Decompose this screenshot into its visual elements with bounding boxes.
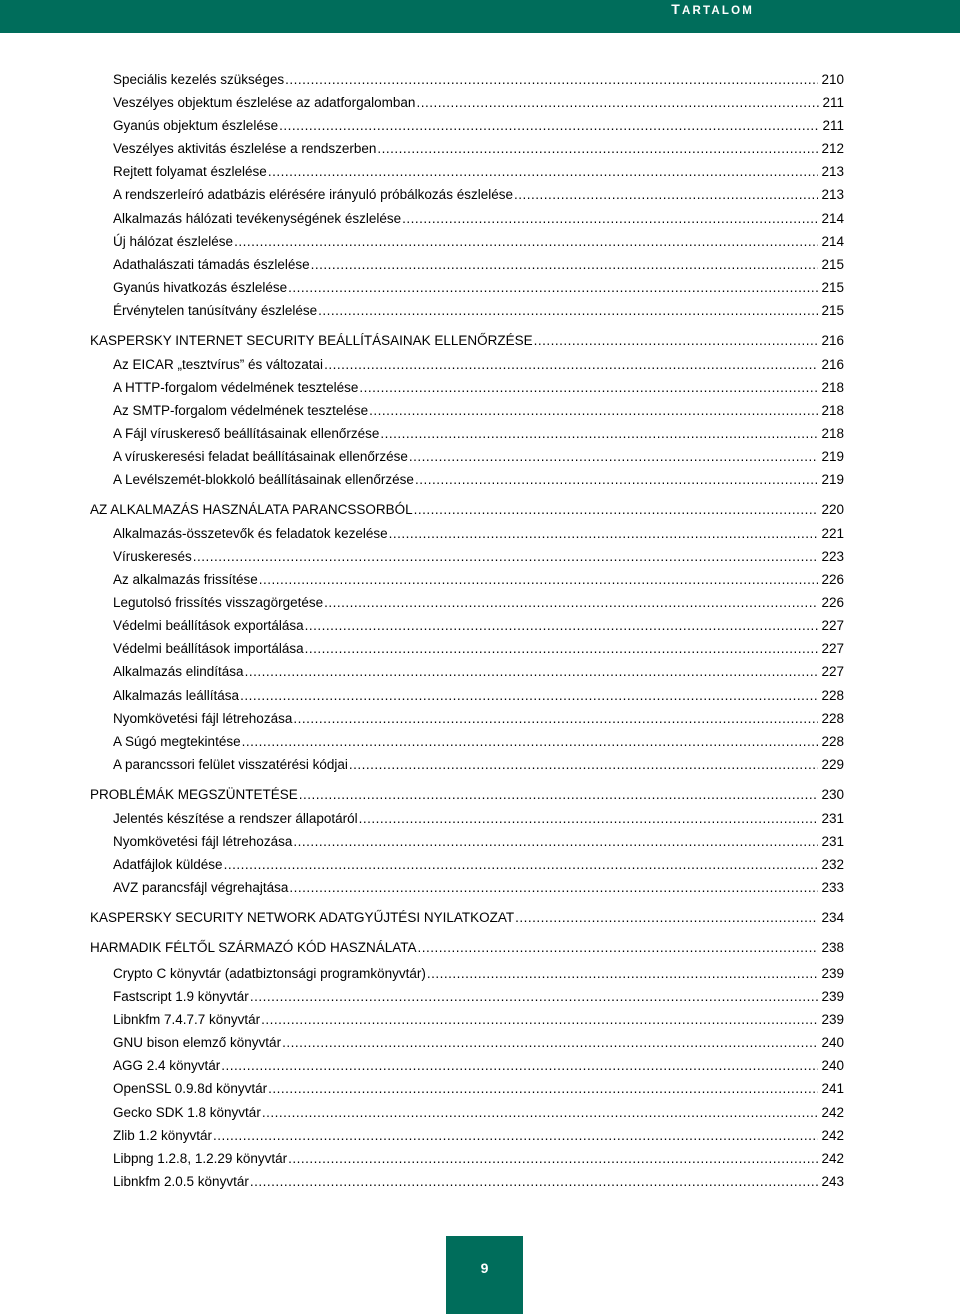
toc-entry-page: 220 <box>821 502 844 517</box>
toc-entry-page: 215 <box>821 303 844 318</box>
toc-section-entry[interactable] <box>113 1147 844 1167</box>
toc-entry-page: 227 <box>821 641 844 656</box>
toc-entry-page: 239 <box>821 989 844 1004</box>
toc-dot-leader <box>514 187 818 203</box>
header-title-rest: ARTALOM <box>681 5 754 17</box>
toc-entry-title: Gyanús hivatkozás észlelése <box>113 280 288 295</box>
toc-entry-page: 227 <box>821 664 844 679</box>
toc-section-entry[interactable] <box>113 545 844 565</box>
toc-entry-page: 243 <box>821 1174 844 1189</box>
toc-dot-leader <box>369 403 818 419</box>
toc-entry-page: 213 <box>821 187 844 202</box>
toc-entry-title: Az SMTP-forgalom védelmének tesztelése <box>113 403 369 418</box>
toc-entry-page: 218 <box>821 426 844 441</box>
toc-entry-page: 214 <box>821 234 844 249</box>
page-number: 9 <box>480 1260 489 1276</box>
header-bar <box>0 0 960 33</box>
toc-entry-title: GNU bison elemző könyvtár <box>113 1035 282 1050</box>
toc-section-entry[interactable] <box>113 830 844 850</box>
toc-entry-title: Legutolsó frissítés visszagörgetése <box>113 595 324 610</box>
toc-entry-page: 231 <box>821 834 844 849</box>
toc-dot-leader <box>242 734 819 750</box>
toc-dot-leader <box>224 857 819 873</box>
toc-entry-page: 218 <box>821 403 844 418</box>
toc-dot-leader <box>324 595 818 611</box>
toc-entry-page: 226 <box>821 595 844 610</box>
toc-section-entry[interactable] <box>113 660 844 680</box>
toc-dot-leader <box>282 1035 818 1051</box>
toc-entry-title: Libpng 1.2.8, 1.2.29 könyvtár <box>113 1151 288 1166</box>
toc-dot-leader <box>359 811 819 827</box>
toc-entry-title: Az alkalmazás frissítése <box>113 572 258 587</box>
toc-entry-title: A Fájl víruskereső beállításainak ellenőrzése <box>113 426 380 441</box>
toc-entry-page: 239 <box>821 966 844 981</box>
toc-section-entry[interactable] <box>113 1008 844 1028</box>
toc-dot-leader <box>311 257 819 273</box>
toc-entry-page: 219 <box>821 472 844 487</box>
toc-entry-title: Veszélyes objektum észlelése az adatforgalomban <box>113 95 416 110</box>
toc-entry-title: AGG 2.4 könyvtár <box>113 1058 221 1073</box>
toc-section-entry[interactable] <box>113 753 844 773</box>
toc-entry-title: KASPERSKY SECURITY NETWORK ADATGYŰJTÉSI NYILATKOZAT <box>90 910 515 925</box>
toc-entry-title: Rejtett folyamat észlelése <box>113 164 267 179</box>
toc-entry-title: Nyomkövetési fájl létrehozása <box>113 834 293 849</box>
toc-entry-title: A Súgó megtekintése <box>113 734 241 749</box>
toc-section-entry[interactable] <box>113 807 844 827</box>
toc-chapter-entry[interactable] <box>90 329 844 349</box>
toc-dot-leader <box>415 472 819 488</box>
toc-entry-title: Alkalmazás elindítása <box>113 664 244 679</box>
toc-entry-page: 211 <box>822 95 844 110</box>
toc-entry-page: 221 <box>821 526 844 541</box>
toc-section-entry[interactable] <box>113 137 844 157</box>
toc-entry-page: 228 <box>821 734 844 749</box>
toc-entry-title: PROBLÉMÁK MEGSZÜNTETÉSE <box>90 787 298 802</box>
toc-dot-leader <box>234 234 818 250</box>
toc-dot-leader <box>324 357 818 373</box>
header-title <box>671 2 754 18</box>
toc-entry-title: Zlib 1.2 könyvtár <box>113 1128 213 1143</box>
toc-dot-leader <box>418 940 819 956</box>
toc-section-entry[interactable] <box>113 985 844 1005</box>
toc-entry-title: Speciális kezelés szükséges <box>113 72 285 87</box>
toc-dot-leader <box>349 757 819 773</box>
toc-section-entry[interactable] <box>113 91 844 111</box>
header-title-initial: T <box>671 1 682 17</box>
toc-section-entry[interactable] <box>113 962 844 982</box>
toc-chapter-entry[interactable] <box>90 498 844 518</box>
toc-entry-page: 227 <box>821 618 844 633</box>
toc-section-entry[interactable] <box>113 853 844 873</box>
toc-section-entry[interactable] <box>113 591 844 611</box>
toc-entry-page: 212 <box>821 141 844 156</box>
toc-section-entry[interactable] <box>113 445 844 465</box>
toc-entry-title: HARMADIK FÉLTŐL SZÁRMAZÓ KÓD HASZNÁLATA <box>90 940 417 955</box>
toc-entry-page: 231 <box>821 811 844 826</box>
toc-dot-leader <box>285 72 818 88</box>
toc-section-entry[interactable] <box>113 276 844 296</box>
toc-dot-leader <box>240 688 818 704</box>
toc-section-entry[interactable] <box>113 468 844 488</box>
toc-dot-leader <box>250 989 819 1005</box>
toc-dot-leader <box>299 787 819 803</box>
toc-entry-page: 216 <box>821 357 844 372</box>
toc-entry-title: OpenSSL 0.9.8d könyvtár <box>113 1081 268 1096</box>
toc-dot-leader <box>416 95 819 111</box>
toc-entry-page: 213 <box>821 164 844 179</box>
toc-entry-title: A víruskeresési feladat beállításainak ellenőrzése <box>113 449 408 464</box>
toc-entry-page: 229 <box>821 757 844 772</box>
toc-entry-page: 240 <box>821 1058 844 1073</box>
toc-entry-title: A HTTP-forgalom védelmének tesztelése <box>113 380 359 395</box>
toc-entry-page: 242 <box>821 1128 844 1143</box>
toc-entry-page: 215 <box>821 280 844 295</box>
toc-dot-leader <box>427 966 819 982</box>
toc-dot-leader <box>268 1081 818 1097</box>
toc-section-entry[interactable] <box>113 114 844 134</box>
toc-entry-page: 223 <box>821 549 844 564</box>
toc-section-entry[interactable] <box>113 876 844 896</box>
toc-entry-title: A parancssori felület visszatérési kódjai <box>113 757 348 772</box>
toc-entry-page: 215 <box>821 257 844 272</box>
toc-section-entry[interactable] <box>113 684 844 704</box>
toc-entry-title: AZ ALKALMAZÁS HASZNÁLATA PARANCSSORBÓL <box>90 502 413 517</box>
toc-entry-title: A rendszerleíró adatbázis elérésére irányuló próbálkozás észlelése <box>113 187 513 202</box>
toc-section-entry[interactable] <box>113 422 844 442</box>
toc-entry-title: Nyomkövetési fájl létrehozása <box>113 711 293 726</box>
toc-dot-leader <box>534 333 819 349</box>
toc-dot-leader <box>515 910 818 926</box>
toc-section-entry[interactable] <box>113 160 844 180</box>
toc-entry-title: Alkalmazás hálózati tevékenységének észlelése <box>113 211 402 226</box>
toc-dot-leader <box>250 1174 819 1190</box>
toc-dot-leader <box>305 618 819 634</box>
toc-entry-title: Védelmi beállítások importálása <box>113 641 304 656</box>
toc-entry-page: 219 <box>821 449 844 464</box>
toc-section-entry[interactable] <box>113 568 844 588</box>
toc-dot-leader <box>245 664 819 680</box>
toc-dot-leader <box>213 1128 818 1144</box>
toc-dot-leader <box>409 449 819 465</box>
toc-entry-title: Fastscript 1.9 könyvtár <box>113 989 249 1004</box>
toc-entry-title: KASPERSKY INTERNET SECURITY BEÁLLÍTÁSAINAK ELLENŐRZÉSE <box>90 333 533 348</box>
toc-entry-title: Crypto C könyvtár (adatbiztonsági programkönyvtár) <box>113 966 426 981</box>
toc-section-entry[interactable] <box>113 183 844 203</box>
toc-entry-title: Veszélyes aktivitás észlelése a rendszerben <box>113 141 377 156</box>
toc-section-entry[interactable] <box>113 376 844 396</box>
toc-entry-page: 242 <box>821 1151 844 1166</box>
toc-entry-page: 216 <box>821 333 844 348</box>
toc-entry-title: A Levélszemét-blokkoló beállításainak ellenőrzése <box>113 472 414 487</box>
toc-dot-leader <box>402 211 818 227</box>
toc-entry-title: Libnkfm 7.4.7.7 könyvtár <box>113 1012 261 1027</box>
toc-section-entry[interactable] <box>113 1101 844 1121</box>
toc-dot-leader <box>268 164 819 180</box>
toc-dot-leader <box>305 641 819 657</box>
toc-entry-page: 218 <box>821 380 844 395</box>
toc-entry-page: 228 <box>821 711 844 726</box>
toc-entry-title: Adathalászati támadás észlelése <box>113 257 310 272</box>
toc-entry-page: 214 <box>821 211 844 226</box>
toc-chapter-entry[interactable] <box>90 936 844 956</box>
toc-section-entry[interactable] <box>113 299 844 319</box>
page-number-box <box>446 1236 523 1314</box>
toc-dot-leader <box>259 572 819 588</box>
toc-dot-leader <box>389 526 819 542</box>
toc-entry-title: Adatfájlok küldése <box>113 857 223 872</box>
toc-entry-title: Jelentés készítése a rendszer állapotáról <box>113 811 358 826</box>
toc-entry-page: 210 <box>821 72 844 87</box>
toc-entry-page: 233 <box>821 880 844 895</box>
toc-section-entry[interactable] <box>113 68 844 88</box>
toc-dot-leader <box>293 711 818 727</box>
toc-section-entry[interactable] <box>113 614 844 634</box>
toc-dot-leader <box>262 1105 819 1121</box>
toc-entry-title: Érvénytelen tanúsítvány észlelése <box>113 303 318 318</box>
toc-section-entry[interactable] <box>113 353 844 373</box>
toc-entry-title: Libnkfm 2.0.5 könyvtár <box>113 1174 249 1189</box>
toc-chapter-entry[interactable] <box>90 906 844 926</box>
toc-dot-leader <box>221 1058 818 1074</box>
toc-entry-page: 232 <box>821 857 844 872</box>
toc-dot-leader <box>414 502 819 518</box>
toc-section-entry[interactable] <box>113 637 844 657</box>
toc-dot-leader <box>380 426 818 442</box>
toc-dot-leader <box>193 549 819 565</box>
toc-section-entry[interactable] <box>113 207 844 227</box>
toc-entry-title: AVZ parancsfájl végrehajtása <box>113 880 289 895</box>
toc-section-entry[interactable] <box>113 1054 844 1074</box>
toc-entry-page: 238 <box>821 940 844 955</box>
toc-section-entry[interactable] <box>113 1170 844 1190</box>
toc-section-entry[interactable] <box>113 253 844 273</box>
toc-dot-leader <box>377 141 818 157</box>
toc-dot-leader <box>288 1151 818 1167</box>
toc-section-entry[interactable] <box>113 230 844 250</box>
toc-dot-leader <box>288 280 818 296</box>
toc-entry-title: Védelmi beállítások exportálása <box>113 618 304 633</box>
toc-entry-page: 226 <box>821 572 844 587</box>
toc-entry-title: Víruskeresés <box>113 549 192 564</box>
toc-entry-title: Gyanús objektum észlelése <box>113 118 279 133</box>
toc-entry-page: 242 <box>821 1105 844 1120</box>
toc-entry-title: Alkalmazás-összetevők és feladatok kezelése <box>113 526 388 541</box>
toc-dot-leader <box>289 880 818 896</box>
toc-entry-page: 230 <box>821 787 844 802</box>
toc-dot-leader <box>279 118 819 134</box>
toc-section-entry[interactable] <box>113 1077 844 1097</box>
toc-entry-title: Alkalmazás leállítása <box>113 688 240 703</box>
toc-entry-title: Új hálózat észlelése <box>113 234 234 249</box>
toc-dot-leader <box>293 834 818 850</box>
toc-section-entry[interactable] <box>113 1031 844 1051</box>
toc-entry-title: Gecko SDK 1.8 könyvtár <box>113 1105 261 1120</box>
toc-section-entry[interactable] <box>113 1124 844 1144</box>
toc-section-entry[interactable] <box>113 522 844 542</box>
toc-dot-leader <box>261 1012 818 1028</box>
toc-entry-page: 228 <box>821 688 844 703</box>
toc-entry-title: Az EICAR „tesztvírus” és változatai <box>113 357 324 372</box>
toc-chapter-entry[interactable] <box>90 783 844 803</box>
toc-entry-page: 234 <box>821 910 844 925</box>
toc-section-entry[interactable] <box>113 399 844 419</box>
toc-section-entry[interactable] <box>113 730 844 750</box>
toc-dot-leader <box>359 380 818 396</box>
toc-section-entry[interactable] <box>113 707 844 727</box>
toc-dot-leader <box>318 303 818 319</box>
toc-entry-page: 240 <box>821 1035 844 1050</box>
toc-entry-page: 211 <box>822 118 844 133</box>
toc-entry-page: 239 <box>821 1012 844 1027</box>
toc-entry-page: 241 <box>821 1081 844 1096</box>
